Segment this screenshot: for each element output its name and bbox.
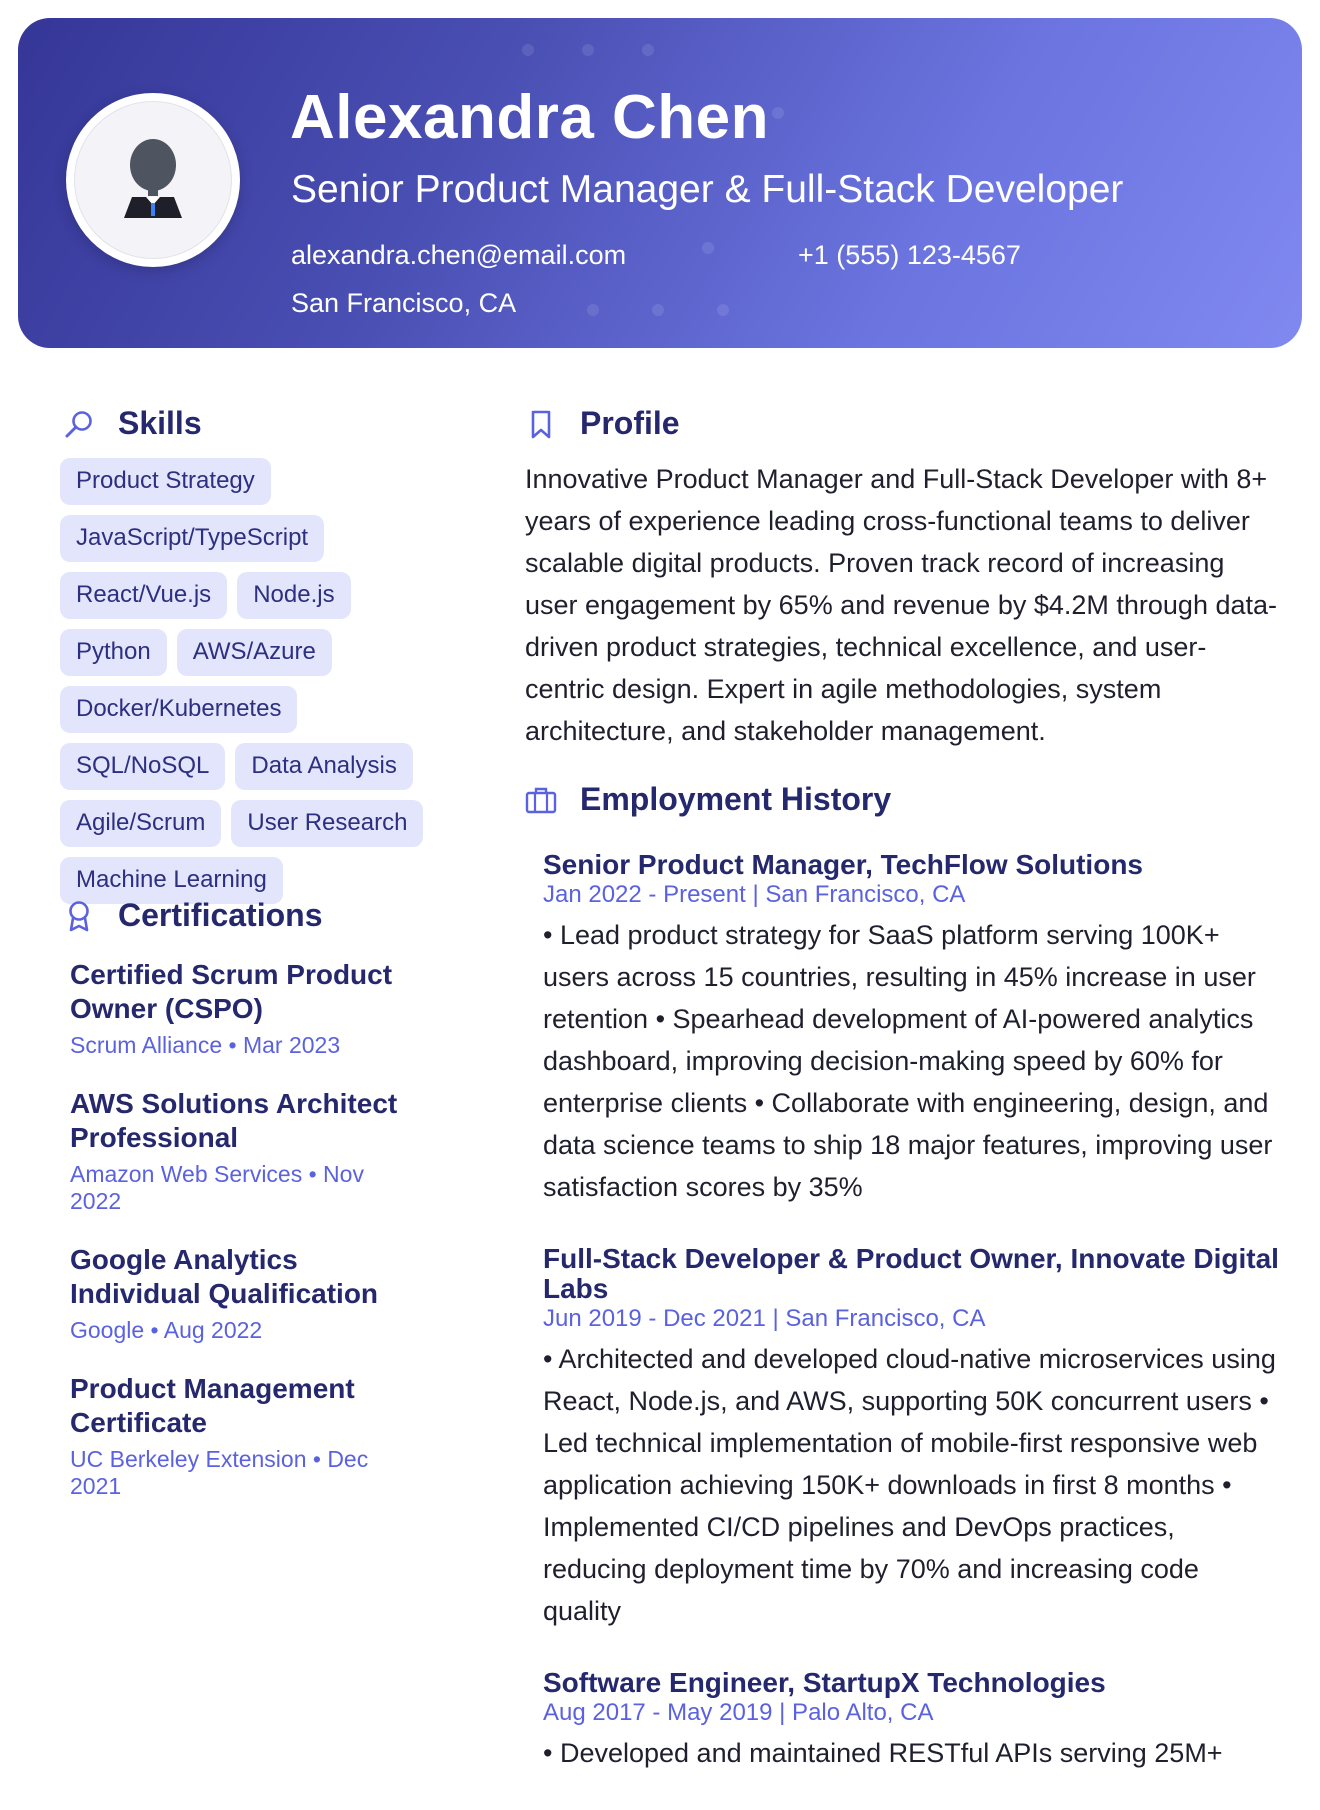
- skill-chip: React/Vue.js: [60, 572, 227, 619]
- certification-name: Certified Scrum Product Owner (CSPO): [70, 959, 393, 1024]
- certifications-title: Certifications: [118, 897, 323, 933]
- skill-chip: Product Strategy: [60, 458, 271, 505]
- skill-chip: SQL/NoSQL: [60, 743, 225, 790]
- certification-item: [70, 1372, 420, 1500]
- email-address[interactable]: alexandra.chen@email.com: [291, 240, 627, 270]
- certification-item: [70, 1087, 420, 1215]
- certification-name: Google Analytics Individual Qualification: [70, 1244, 379, 1309]
- bookmark-icon: [524, 407, 558, 441]
- skills-title: Skills: [118, 405, 202, 441]
- skill-chip: Python: [60, 629, 167, 676]
- skill-chip: Docker/Kubernetes: [60, 686, 297, 733]
- skill-chip: Node.js: [237, 572, 350, 619]
- job-title: Senior Product Manager, TechFlow Solutions: [543, 849, 1143, 880]
- job-entry: [543, 1244, 1283, 1632]
- job-description: • Developed and maintained RESTful APIs serving 25M+: [543, 1738, 1223, 1768]
- person-icon: [66, 93, 240, 267]
- employment-title: Employment History: [580, 781, 892, 817]
- certification-meta: UC Berkeley Extension • Dec 2021: [70, 1446, 369, 1499]
- resume-header: [18, 18, 1302, 348]
- award-icon: [62, 899, 96, 933]
- job-entry: [543, 850, 1283, 1208]
- job-title: Software Engineer, StartupX Technologies: [543, 1667, 1106, 1698]
- employment-list: [543, 850, 1283, 1810]
- profile-summary: Innovative Product Manager and Full-Stack Developer with 8+ years of experience leading cross-functional teams to deliver scalable digital products. Proven track record of increasing user engagement by 65% and revenue by $4.2M through data-driven product strategies, technical excellence, and user-centric design. Expert in agile methodologies, system architecture, and stakeholder management.: [525, 464, 1278, 746]
- search-icon: [62, 407, 96, 441]
- skill-chip: Agile/Scrum: [60, 800, 221, 847]
- skills-list: [60, 458, 450, 904]
- skill-chip: AWS/Azure: [177, 629, 332, 676]
- job-description: • Lead product strategy for SaaS platform serving 100K+ users across 15 countries, resulting in 45% increase in user retention • Spearhead development of AI-powered analytics dashboard, improving decision-making speed by 60% for enterprise clients • Collaborate with engineering, design, and data science teams to ship 18 major features, improving user satisfaction scores by 35%: [543, 920, 1273, 1202]
- skills-heading: [62, 405, 202, 442]
- job-meta: Jun 2019 - Dec 2021 | San Francisco, CA: [543, 1305, 986, 1332]
- certification-meta: Google • Aug 2022: [70, 1317, 263, 1343]
- certification-meta: Amazon Web Services • Nov 2022: [70, 1161, 364, 1214]
- phone-number[interactable]: +1 (555) 123-4567: [798, 240, 1021, 270]
- profile-heading: [524, 405, 680, 442]
- employment-heading: [524, 781, 891, 818]
- certification-item: [70, 958, 420, 1059]
- job-meta: Jan 2022 - Present | San Francisco, CA: [543, 881, 966, 908]
- avatar: [66, 93, 240, 267]
- job-title: Full-Stack Developer & Product Owner, Innovate Digital Labs: [543, 1243, 1279, 1304]
- certification-name: AWS Solutions Architect Professional: [70, 1088, 398, 1153]
- certifications-heading: [62, 897, 322, 934]
- profile-title: Profile: [580, 405, 680, 441]
- skill-chip: Machine Learning: [60, 857, 283, 904]
- certification-meta: Scrum Alliance • Mar 2023: [70, 1032, 341, 1058]
- candidate-headline: Senior Product Manager & Full-Stack Developer: [291, 168, 1124, 211]
- job-description: • Architected and developed cloud-native microservices using React, Node.js, and AWS, supporting 50K concurrent users • Led technical implementation of mobile-first responsive web application achieving 150K+ downloads in first 8 months • Implemented CI/CD pipelines and DevOps practices, reducing deployment time by 70% and increasing code quality: [543, 1344, 1276, 1626]
- certifications-list: [70, 958, 420, 1528]
- certification-name: Product Management Certificate: [70, 1373, 355, 1438]
- location: San Francisco, CA: [291, 288, 517, 318]
- skill-chip: JavaScript/TypeScript: [60, 515, 324, 562]
- briefcase-icon: [524, 783, 558, 817]
- skill-chip: Data Analysis: [235, 743, 412, 790]
- job-meta: Aug 2017 - May 2019 | Palo Alto, CA: [543, 1699, 934, 1726]
- certification-item: [70, 1243, 420, 1344]
- candidate-name: Alexandra Chen: [290, 83, 770, 152]
- skill-chip: User Research: [231, 800, 423, 847]
- job-entry: [543, 1668, 1283, 1774]
